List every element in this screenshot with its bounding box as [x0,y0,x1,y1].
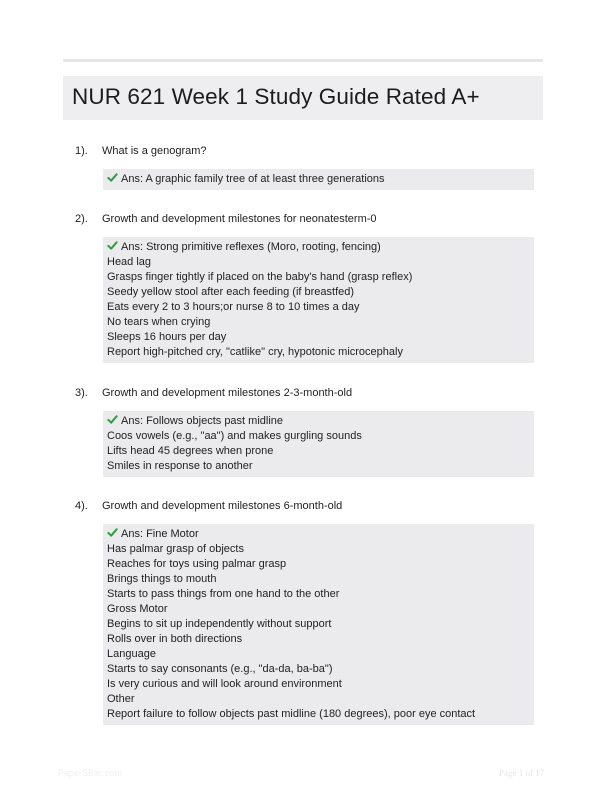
answer-line: Other [107,693,135,705]
answer-line: Grasps finger tightly if placed on the baby's hand (grasp reflex) [107,271,413,283]
footer-page-number: Page 1 of 17 [499,768,545,778]
answer-line: Begins to sit up independently without support [107,618,332,630]
answer-line: Language [107,648,156,660]
answer-line: Lifts head 45 degrees when prone [107,445,274,457]
question-number: 1). [75,145,88,157]
answer-line: Report high-pitched cry, "catlike" cry, hypotonic microcephaly [107,346,403,358]
answer-line: Coos vowels (e.g., "aa") and makes gurgling sounds [107,430,362,442]
top-rule [63,59,543,62]
question-text: Growth and development milestones 2-3-month-old [102,387,353,399]
answer-line: Eats every 2 to 3 hours;or nurse 8 to 10 times a day [107,301,360,313]
answer-line: Ans: Fine Motor [103,527,534,542]
question-number: 4). [75,500,88,512]
answer-line: Reaches for toys using palmar grasp [107,558,287,570]
question-number: 3). [75,387,88,399]
answer-line: Has palmar grasp of objects [107,543,244,555]
answer-line: Sleeps 16 hours per day [107,331,227,343]
answer-line: Starts to say consonants (e.g., "da-da, ba-ba") [107,663,333,675]
answer-line: Ans: A graphic family tree of at least three generations [103,172,534,187]
answer-line: Head lag [107,256,152,268]
answer-line: Smiles in response to another [107,460,253,472]
check-icon [107,527,118,538]
page-title: NUR 621 Week 1 Study Guide Rated A+ [72,84,480,109]
question-number: 2). [75,213,88,225]
check-icon [107,172,118,183]
answer-box-2 [103,237,534,363]
answer-line: Report failure to follow objects past midline (180 degrees), poor eye contact [107,708,476,720]
answer-line: No tears when crying [107,316,211,328]
answer-line: Gross Motor [107,603,168,615]
question-text: Growth and development milestones for neonatesterm-0 [102,213,377,225]
answer-line: Seedy yellow stool after each feeding (if breastfed) [107,286,355,298]
title-banner [63,76,543,120]
answer-line: Starts to pass things from one hand to the other [107,588,340,600]
question-text: Growth and development milestones 6-month-old [102,500,343,512]
answer-line: Rolls over in both directions [107,633,243,645]
check-icon [107,240,118,251]
answer-line: Ans: Strong primitive reflexes (Moro, rooting, fencing) [103,240,534,255]
check-icon [107,414,118,425]
answer-box-1 [103,169,534,190]
answer-line: Brings things to mouth [107,573,217,585]
footer-site: PaperSBlic.com [58,768,123,778]
answer-line: Is very curious and will look around environment [107,678,342,690]
answer-box-4 [103,524,534,725]
answer-line: Ans: Follows objects past midline [103,414,534,429]
answer-box-3 [103,411,534,477]
question-text: What is a genogram? [102,145,207,157]
